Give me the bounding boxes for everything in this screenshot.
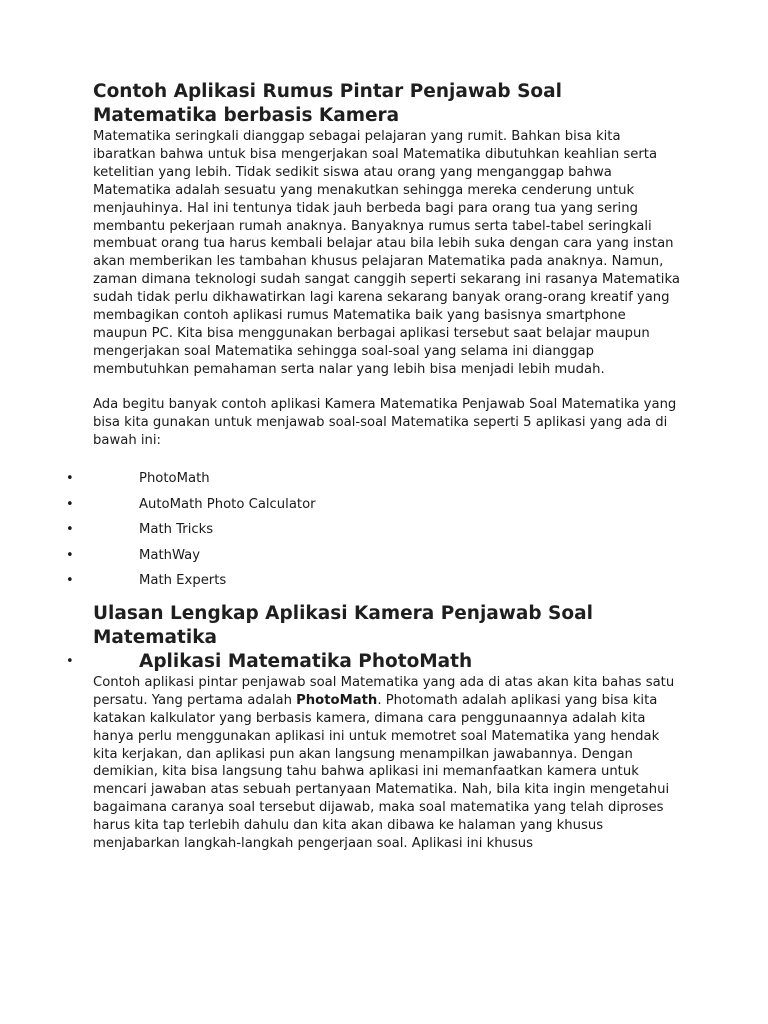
paragraph-gap	[93, 379, 683, 396]
list-item	[66, 470, 683, 496]
list-item-label: Math Experts	[139, 573, 227, 589]
photomath-paragraph	[93, 674, 683, 853]
list-item	[66, 547, 683, 573]
bullet-icon: •	[66, 653, 74, 669]
list-item	[66, 572, 683, 598]
subheading-label: Aplikasi Matematika PhotoMath	[139, 650, 473, 672]
intro-paragraph: Matematika seringkali dianggap sebagai pelajaran yang rumit. Bahkan bisa kita ibaratkan bahwa untuk bisa mengerjakan soal Matematika dibutuhkan keahlian serta ketelitian yang lebih. Tidak sedikit siswa atau orang yang menganggap bahwa Matematika adalah sesuatu yang menakutkan sehingga mereka cenderung untuk menjauhinya. Hal ini tentunya tidak jauh berbeda bagi para orang tua yang sering membantu pekerjaan rumah anaknya. Banyaknya rumus serta tabel-tabel seringkali membuat orang tua harus kembali belajar atau bila lebih suka dengan cara yang instan akan memberikan les tambahan khusus pelajaran Matematika pada anaknya. Namun, zaman dimana teknologi sudah sangat canggih seperti sekarang ini rasanya Matematika sudah tidak perlu dikhawatirkan lagi karena sekarang banyak orang-orang kreatif yang membagikan contoh aplikasi rumus Matematika baik yang basisnya smartphone maupun PC. Kita bisa menggunakan berbagai aplikasi tersebut saat belajar maupun mengerjakan soal Matematika sehingga soal-soal yang selama ini dianggap membutuhkan pemahaman serta nalar yang lebih bisa menjadi lebih mudah.	[93, 129, 680, 377]
article-heading: Contoh Aplikasi Rumus Pintar Penjawab Soal Matematika berbasis Kamera	[93, 81, 562, 126]
app-name-bold: PhotoMath	[296, 692, 378, 708]
apps-intro-paragraph: Ada begitu banyak contoh aplikasi Kamera Matematika Penjawab Soal Matematika yang bisa kita gunakan untuk menjawab soal-soal Matematika seperti 5 aplikasi yang ada di bawah ini:	[93, 396, 677, 448]
bullet-icon: •	[66, 496, 74, 512]
list-item-label: AutoMath Photo Calculator	[139, 496, 316, 512]
bullet-icon: •	[66, 471, 74, 487]
paragraph-text: Contoh aplikasi pintar penjawab soal Matematika yang ada di atas akan kita bahas satu persatu. Yang pertama adalah	[93, 674, 675, 708]
document-page	[66, 80, 683, 853]
bullet-icon: •	[66, 522, 74, 538]
bullet-icon: •	[66, 573, 74, 589]
list-item	[66, 521, 683, 547]
bullet-icon: •	[66, 547, 74, 563]
list-item-label: MathWay	[139, 547, 201, 563]
photomath-subheading	[66, 650, 683, 674]
review-heading: Ulasan Lengkap Aplikasi Kamera Penjawab Soal Matematika	[93, 602, 593, 648]
list-item-label: PhotoMath	[139, 471, 210, 487]
list-item	[66, 496, 683, 522]
list-item-label: Math Tricks	[139, 522, 214, 538]
paragraph-text: . Photomath adalah aplikasi yang bisa kita katakan kalkulator yang berbasis kamera, dimana cara penggunaannya adalah kita hanya perlu menggunakan aplikasi ini untuk memotret soal Matematika yang hendak kita kerjakan, dan aplikasi pun akan langsung menampilkan jawabannya. Dengan demikian, kita bisa langsung tahu bahwa aplikasi ini memanfaatkan kamera untuk mencari jawaban atas sebuah pertanyaan Matematika. Nah, bila kita ingin mengetahui bagaimana caranya soal tersebut dijawab, maka soal matematika yang telah diproses harus kita tap terlebih dahulu dan kita akan dibawa ke halaman yang khusus menjabarkan langkah-langkah pengerjaan soal. Aplikasi ini khusus	[93, 692, 670, 852]
app-list	[66, 470, 683, 598]
